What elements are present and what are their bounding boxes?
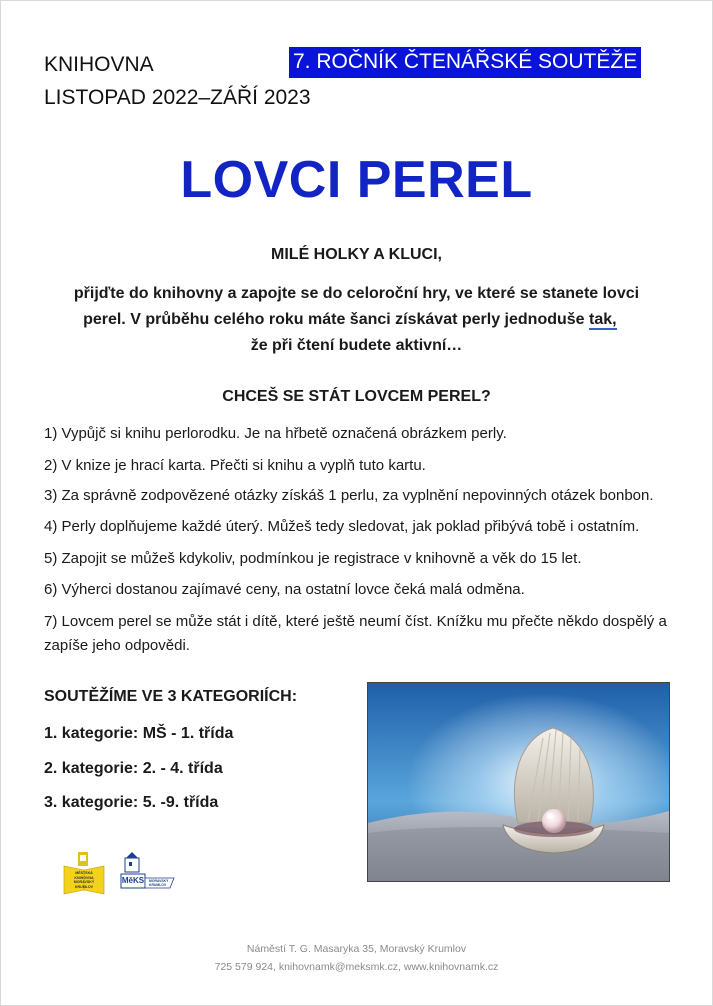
rule-item: 2) V knize je hrací karta. Přečti si knihu a vyplň tuto kartu. (44, 457, 426, 474)
greeting: MILÉ HOLKY A KLUCI, (271, 246, 442, 263)
header-badge: 7. ROČNÍK ČTENÁŘSKÉ SOUTĚŽE (289, 47, 641, 78)
meks-logo-subtext: MORAVSKÝ (149, 879, 169, 883)
pearl-shell-image (367, 682, 670, 882)
intro-paragraph (0, 281, 713, 359)
header-period: LISTOPAD 2022–ZÁŘÍ 2023 (44, 86, 311, 109)
question-heading: CHCEŠ SE STÁT LOVCEM PEREL? (222, 388, 491, 405)
rule-item: 4) Perly doplňujeme každé úterý. Můžeš tedy sledovat, jak poklad přibývá tobě i ostatním. (44, 518, 640, 535)
meks-logo (118, 848, 176, 899)
footer-address: Náměstí T. G. Masaryka 35, Moravský Krumlov (246, 943, 467, 955)
rule-item: 7) Lovcem perel se může stát i dítě, které ještě neumí číst. Knížku mu přečte někdo dospělý a zapíše jeho odpovědi. (44, 613, 667, 654)
rule-item: 1) Vypůjč si knihu perlorodku. Je na hřbetě označená obrázkem perly. (44, 425, 507, 442)
meks-logo-subtext: KRUMLOV (149, 883, 167, 887)
library-logo-text: MĚSTSKÁ (75, 871, 93, 875)
categories-heading: SOUTĚŽÍME VE 3 KATEGORIÍCH: (44, 688, 298, 705)
library-logo (62, 850, 106, 901)
intro-underlined-word: tak, (589, 311, 617, 328)
intro-line-3: že při čtení budete aktivní… (250, 337, 463, 354)
page-title: LOVCI PEREL (180, 151, 533, 209)
footer-contact: 725 579 924, knihovnamk@meksmk.cz, www.knihovnamk.cz (214, 961, 499, 973)
meks-logo-text: MěKS (121, 876, 145, 885)
header-library: KNIHOVNA (44, 53, 154, 76)
category-item: 1. kategorie: MŠ - 1. třída (44, 725, 234, 742)
rule-item: 6) Výherci dostanou zajímavé ceny, na ostatní lovce čeká malá odměna. (44, 581, 525, 598)
category-item: 3. kategorie: 5. -9. třída (44, 794, 219, 811)
library-logo-text: KNIHOVNA (74, 875, 94, 880)
intro-line-1: přijďte do knihovny a zapojte se do celoroční hry, ve které se stanete lovci (73, 285, 640, 302)
rule-item: 3) Za správně zodpovězené otázky získáš 1 perlu, za vyplnění nepovinných otázek bonbon. (44, 487, 654, 504)
rule-item: 5) Zapojit se můžeš kdykoliv, podmínkou je registrace v knihovně a věk do 15 let. (44, 550, 582, 567)
intro-line-2-text: perel. V průběhu celého roku máte šanci získávat perly jednoduše (83, 311, 590, 328)
category-item: 2. kategorie: 2. - 4. třída (44, 760, 223, 777)
library-logo-text: MORAVSKÝ (73, 880, 95, 885)
library-logo-text: KRUMLOV (74, 884, 94, 889)
intro-line-2 (0, 307, 713, 333)
